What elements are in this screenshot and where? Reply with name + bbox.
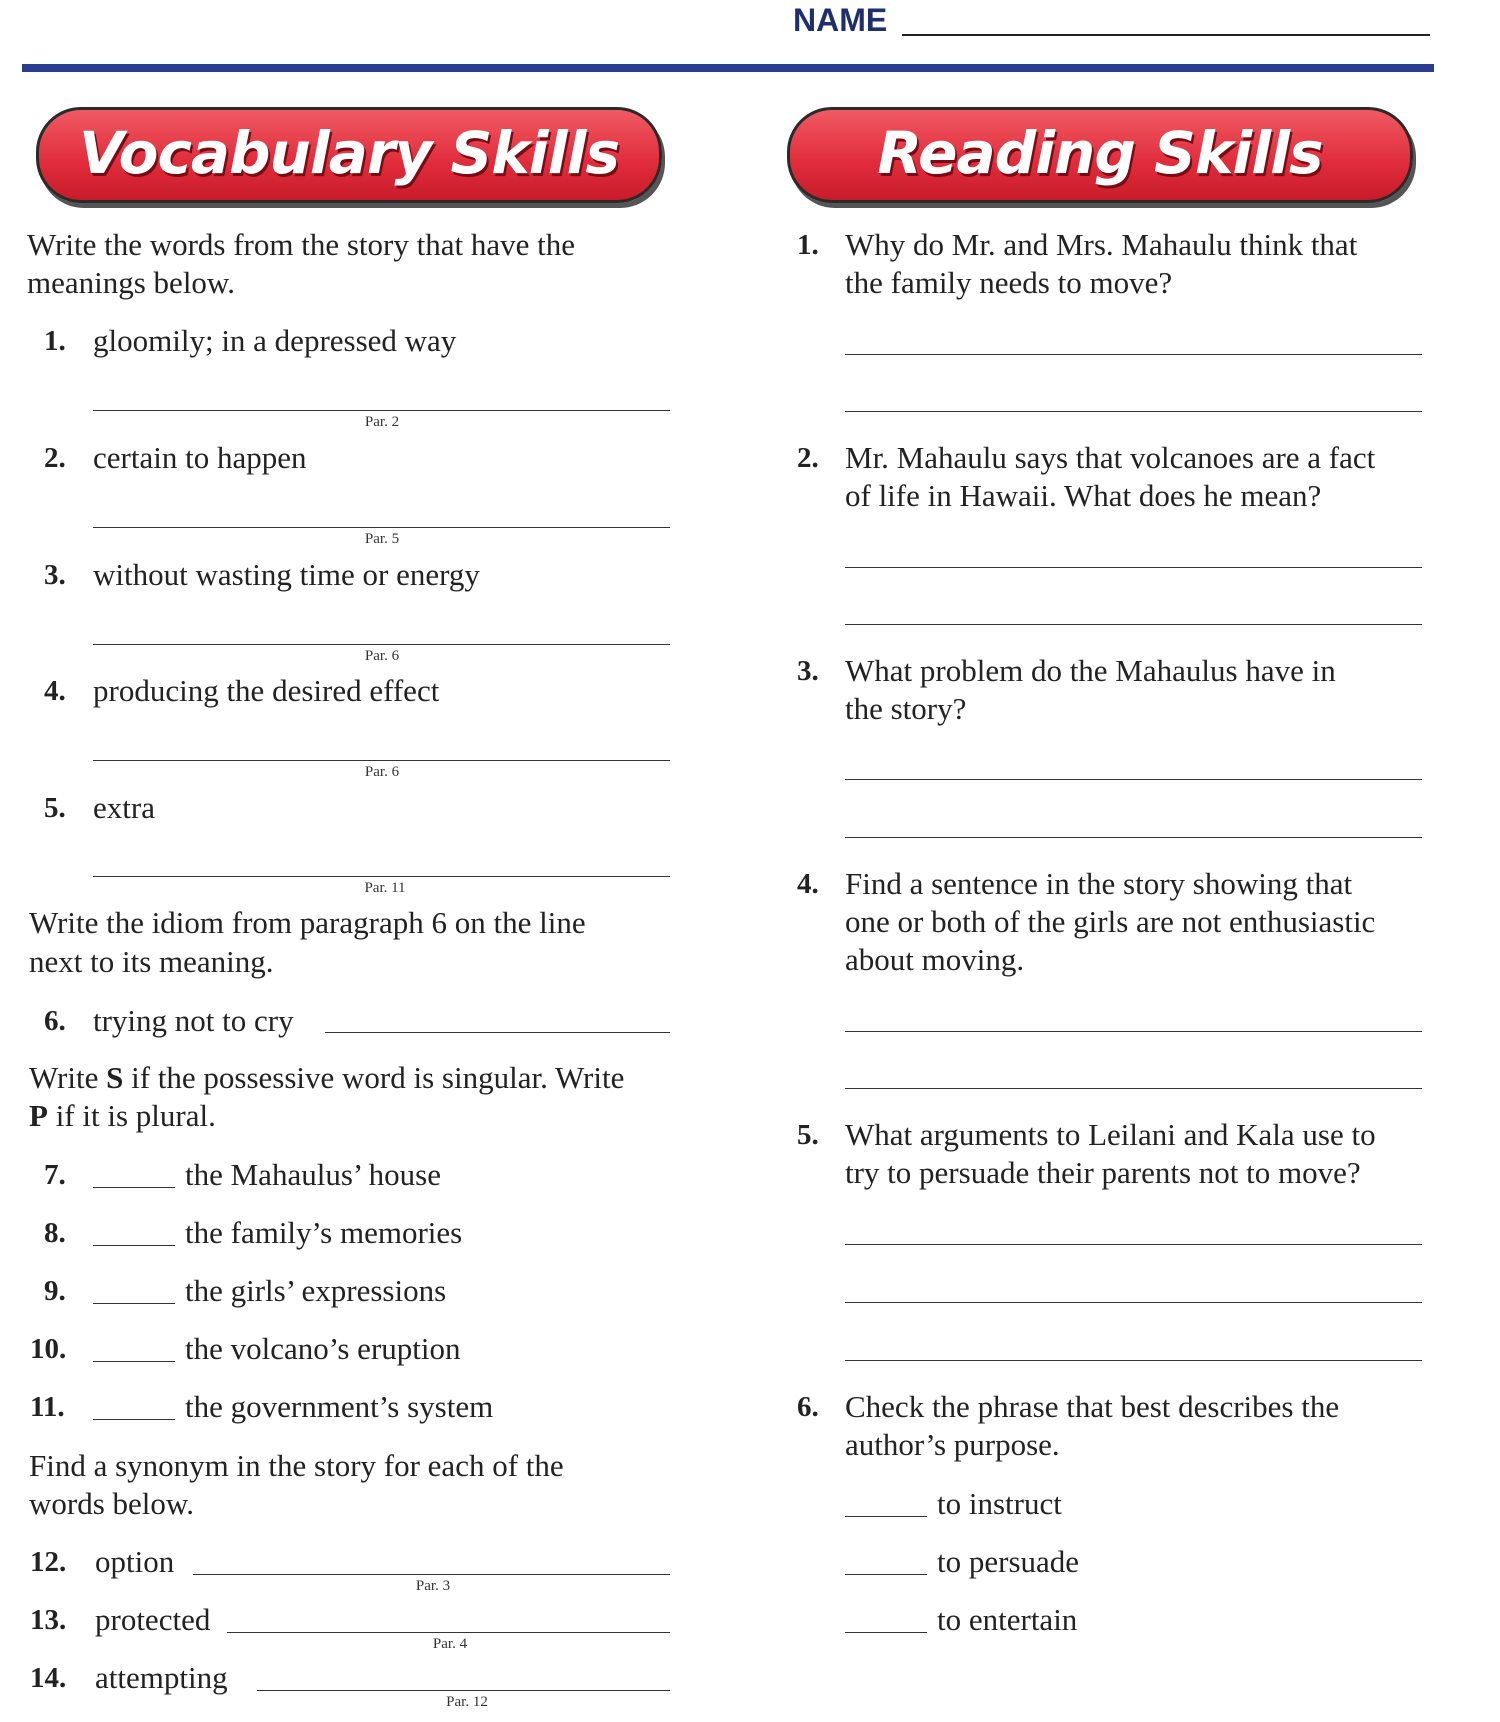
answer-line[interactable]: [93, 876, 670, 877]
question-number: 6.: [797, 1391, 819, 1423]
vocab-definition: extra: [93, 790, 155, 825]
question-text-2: try to persuade their parents not to move?: [845, 1155, 1361, 1190]
answer-blank[interactable]: [93, 1361, 175, 1362]
paragraph-ref: Par. 2: [364, 414, 400, 430]
answer-line[interactable]: [93, 527, 670, 528]
item-number: 11.: [30, 1391, 65, 1423]
check-blank[interactable]: [845, 1574, 927, 1575]
answer-line[interactable]: [845, 779, 1422, 780]
question-number: 4.: [797, 868, 819, 900]
item-number: 12.: [30, 1546, 67, 1578]
item-number: 7.: [44, 1159, 66, 1191]
answer-blank[interactable]: [93, 1187, 175, 1188]
item-number: 6.: [44, 1005, 66, 1037]
reading-skills-banner: Reading Skills: [787, 107, 1413, 203]
question-text-2: the family needs to move?: [845, 265, 1173, 300]
purpose-option: to instruct: [937, 1486, 1062, 1521]
synonym-word: option: [95, 1544, 175, 1579]
idiom-instructions: Write the idiom from paragraph 6 on the line: [29, 905, 586, 940]
question-text: What arguments to Leilani and Kala use to: [845, 1117, 1376, 1152]
possessive-phrase: the government’s system: [185, 1389, 494, 1424]
idiom-instructions-2: next to its meaning.: [29, 944, 274, 979]
possessive-phrase: the family’s memories: [185, 1215, 463, 1250]
question-text: Mr. Mahaulu says that volcanoes are a fact: [845, 440, 1376, 475]
question-text: Find a sentence in the story showing that: [845, 866, 1353, 901]
vocab-instructions-2: meanings below.: [27, 265, 236, 300]
paragraph-ref: Par. 11: [364, 880, 406, 896]
answer-line[interactable]: [257, 1690, 670, 1691]
possessive-phrase: the girls’ expressions: [185, 1273, 447, 1308]
answer-line[interactable]: [93, 760, 670, 761]
vocabulary-skills-banner: Vocabulary Skills: [36, 107, 662, 203]
answer-line[interactable]: [227, 1632, 670, 1633]
answer-line[interactable]: [845, 837, 1422, 838]
answer-line[interactable]: [845, 1031, 1422, 1032]
question-text: Why do Mr. and Mrs. Mahaulu think that: [845, 227, 1358, 262]
item-number: 13.: [30, 1604, 67, 1636]
vocab-definition: producing the desired effect: [93, 673, 440, 708]
vocab-instructions: Write the words from the story that have the: [27, 227, 575, 262]
vocab-definition: without wasting time or energy: [93, 557, 480, 592]
answer-line[interactable]: [325, 1032, 670, 1033]
paragraph-ref: Par. 5: [364, 531, 400, 547]
paragraph-ref: Par. 3: [415, 1578, 451, 1594]
item-number: 3.: [44, 559, 66, 591]
answer-line[interactable]: [845, 567, 1422, 568]
answer-line[interactable]: [845, 411, 1422, 412]
answer-line[interactable]: [845, 624, 1422, 625]
answer-line[interactable]: [845, 354, 1422, 355]
question-number: 1.: [797, 229, 819, 261]
item-number: 4.: [44, 675, 66, 707]
question-text-2: author’s purpose.: [845, 1427, 1060, 1462]
synonym-word: protected: [95, 1602, 211, 1637]
possessive-instructions-2: P if it is plural.: [29, 1098, 216, 1133]
possessive-phrase: the Mahaulus’ house: [185, 1157, 441, 1192]
item-number: 2.: [44, 442, 66, 474]
question-text: Check the phrase that best describes the: [845, 1389, 1340, 1424]
name-field[interactable]: [902, 34, 1430, 36]
check-blank[interactable]: [845, 1632, 927, 1633]
vocab-definition: certain to happen: [93, 440, 307, 475]
answer-line[interactable]: [845, 1302, 1422, 1303]
possessive-instructions: Write S if the possessive word is singular. Write: [29, 1060, 625, 1095]
answer-line[interactable]: [93, 410, 670, 411]
question-number: 3.: [797, 655, 819, 687]
answer-line[interactable]: [845, 1244, 1422, 1245]
answer-line[interactable]: [193, 1574, 670, 1575]
item-number: 9.: [44, 1275, 66, 1307]
purpose-option: to entertain: [937, 1602, 1078, 1637]
item-number: 8.: [44, 1217, 66, 1249]
item-number: 14.: [30, 1662, 67, 1694]
question-text-3: about moving.: [845, 942, 1025, 977]
answer-line[interactable]: [93, 644, 670, 645]
question-text: What problem do the Mahaulus have in: [845, 653, 1336, 688]
answer-line[interactable]: [845, 1360, 1422, 1361]
question-number: 5.: [797, 1119, 819, 1151]
item-number: 5.: [44, 792, 66, 824]
answer-blank[interactable]: [93, 1245, 175, 1246]
paragraph-ref: Par. 12: [446, 1694, 488, 1710]
synonym-word: attempting: [95, 1660, 228, 1695]
check-blank[interactable]: [845, 1516, 927, 1517]
question-number: 2.: [797, 442, 819, 474]
synonym-instructions-2: words below.: [29, 1486, 195, 1521]
item-number: 1.: [44, 325, 66, 357]
answer-line[interactable]: [845, 1088, 1422, 1089]
question-text-2: the story?: [845, 691, 967, 726]
paragraph-ref: Par. 6: [364, 648, 400, 664]
synonym-instructions: Find a synonym in the story for each of the: [29, 1448, 564, 1483]
question-text-2: one or both of the girls are not enthusiastic: [845, 904, 1376, 939]
name-label: NAME: [793, 2, 888, 38]
possessive-phrase: the volcano’s eruption: [185, 1331, 461, 1366]
purpose-option: to persuade: [937, 1544, 1080, 1579]
item-number: 10.: [30, 1333, 67, 1365]
paragraph-ref: Par. 4: [432, 1636, 468, 1652]
header-rule: [22, 64, 1434, 72]
vocab-definition: gloomily; in a depressed way: [93, 323, 457, 358]
idiom-meaning: trying not to cry: [93, 1003, 294, 1038]
answer-blank[interactable]: [93, 1419, 175, 1420]
paragraph-ref: Par. 6: [364, 764, 400, 780]
question-text-2: of life in Hawaii. What does he mean?: [845, 478, 1322, 513]
answer-blank[interactable]: [93, 1303, 175, 1304]
